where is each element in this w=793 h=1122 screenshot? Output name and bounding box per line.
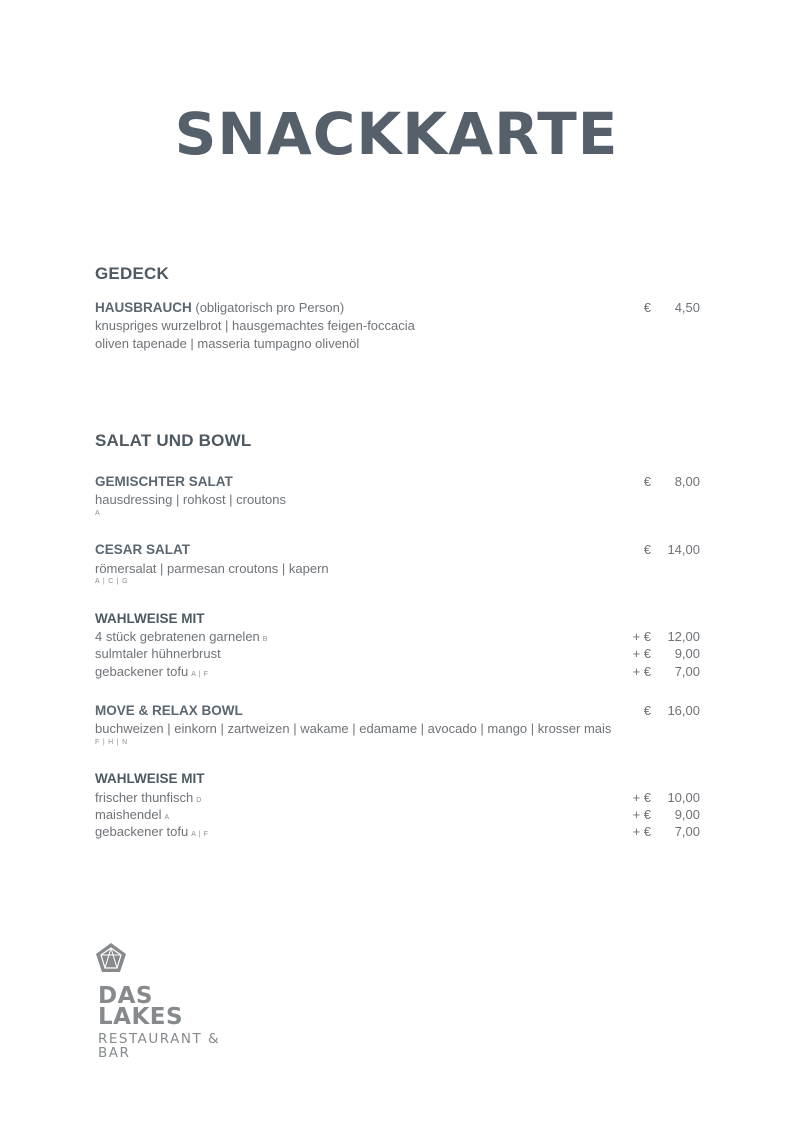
item-description — [95, 560, 700, 578]
price: 16,00 — [667, 703, 700, 718]
price: 9,00 — [674, 807, 700, 822]
section-heading-gedeck: GEDECK — [95, 264, 169, 283]
option-label: maishendel — [95, 807, 162, 822]
logo-text-restaurant: RESTAURANT & — [98, 1031, 221, 1047]
options-heading-text: WAHLWEISE MIT — [95, 771, 205, 786]
menu-item-cesar-salat — [95, 541, 700, 559]
logo-text-lakes: LAKES — [98, 1004, 184, 1030]
option-label: gebackener tofu — [95, 824, 189, 839]
menu-item-gemischter-salat — [95, 473, 700, 491]
item-description — [95, 491, 700, 509]
logo-text-bar: BAR — [98, 1045, 131, 1061]
currency: € — [643, 703, 651, 718]
item-description — [95, 335, 700, 353]
allergen-codes: A | F — [191, 671, 209, 678]
currency: € — [643, 300, 651, 315]
description-line: oliven tapenade | masseria tumpagno olivenöl — [95, 336, 360, 351]
option-item — [95, 806, 700, 824]
currency: € — [643, 474, 651, 489]
currency: + € — [632, 790, 651, 805]
item-description — [95, 720, 700, 738]
price: 7,00 — [674, 824, 700, 839]
description-line: buchweizen | einkorn | zartweizen | wakame | edamame | avocado | mango | krosser mais — [95, 721, 612, 736]
allergen-codes: A | C | G — [95, 578, 129, 585]
menu-item-hausbrauch — [95, 299, 700, 317]
item-name: CESAR SALAT — [95, 542, 191, 557]
allergen-codes: A — [164, 814, 170, 821]
price: 12,00 — [667, 629, 700, 644]
price: 7,00 — [674, 664, 700, 679]
allergen-codes: B — [262, 636, 269, 643]
currency: + € — [632, 664, 651, 679]
item-name: GEMISCHTER SALAT — [95, 474, 233, 489]
options-heading — [95, 770, 700, 788]
item-name: HAUSBRAUCH — [95, 300, 192, 315]
option-label: sulmtaler hühnerbrust — [95, 646, 221, 661]
price: 14,00 — [667, 542, 700, 557]
allergen-codes: A | F — [191, 831, 209, 838]
item-note: (obligatorisch pro Person) — [191, 300, 345, 315]
page-title: SNACKKARTE — [174, 100, 619, 168]
price: 4,50 — [674, 300, 700, 315]
menu-item-bowl — [95, 702, 700, 720]
option-item — [95, 663, 700, 681]
description-line: knuspriges wurzelbrot | hausgemachtes feigen-foccacia — [95, 318, 415, 333]
currency: + € — [632, 807, 651, 822]
price: 10,00 — [667, 790, 700, 805]
description-line: römersalat | parmesan croutons | kapern — [95, 561, 329, 576]
restaurant-logo — [95, 942, 255, 1062]
price: 8,00 — [674, 474, 700, 489]
option-label: frischer thunfisch — [95, 790, 194, 805]
price: 9,00 — [674, 646, 700, 661]
allergen-codes: F | H | N — [95, 739, 129, 746]
item-description — [95, 317, 700, 335]
currency: + € — [632, 646, 651, 661]
currency: € — [643, 542, 651, 557]
option-label: gebackener tofu — [95, 664, 189, 679]
pentagon-gem-icon — [95, 942, 127, 974]
option-label: 4 stück gebratenen garnelen — [95, 629, 260, 644]
option-item — [95, 823, 700, 841]
options-heading — [95, 610, 700, 628]
currency: + € — [632, 629, 651, 644]
allergen-codes: A — [95, 510, 101, 517]
item-name: MOVE & RELAX BOWL — [95, 703, 243, 718]
section-heading-salat: SALAT UND BOWL — [95, 431, 252, 450]
logo-text-das: DAS — [98, 983, 153, 1009]
option-item — [95, 789, 700, 807]
currency: + € — [632, 824, 651, 839]
option-item — [95, 628, 700, 646]
options-heading-text: WAHLWEISE MIT — [95, 611, 205, 626]
description-line: hausdressing | rohkost | croutons — [95, 492, 287, 507]
allergen-codes: D — [196, 797, 202, 804]
option-item — [95, 645, 700, 663]
